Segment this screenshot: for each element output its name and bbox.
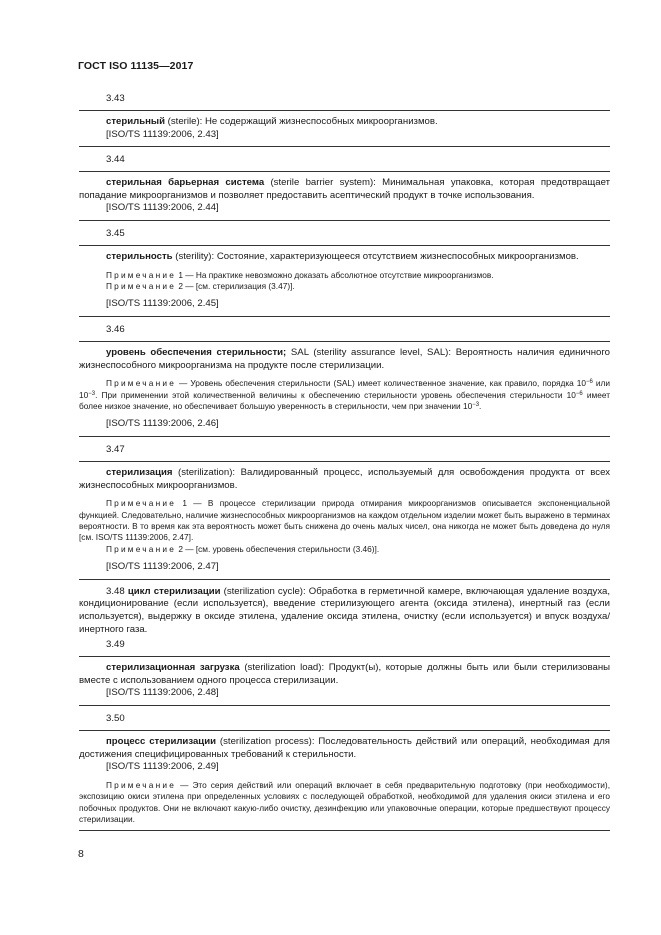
term-name: стерильный [106, 116, 166, 127]
term-definition: стерильность (sterility): Состояние, характеризующееся отсутствием жизнеспособных микроорганизмов. [106, 250, 579, 262]
entry-number: 3.45 [106, 227, 125, 239]
term-note: Примечание 1 — На практике невозможно доказать абсолютное отсутствие микроорганизмов. [106, 269, 494, 280]
note-label: Примечание [106, 498, 177, 509]
term-definition: уровень обеспечения стерильности; SAL (sterility assurance level, SAL): Вероятность наличия единичного жизнеспособного микроорганизма на продукте после стерилизации. [79, 346, 610, 371]
term-definition: процесс стерилизации (sterilization process): Последовательность действий или операций, необходимая для достижения специфицированных требований к стерильности. [79, 735, 610, 760]
term-name: цикл стерилизации [127, 585, 221, 597]
term-name: стерилизация [106, 466, 173, 478]
term-entry [79, 586, 610, 636]
term-name: стерильная барьерная система [106, 177, 265, 189]
term-reference: [ISO/TS 11139:2006, 2.44] [106, 202, 219, 214]
term-name: стерильность [106, 250, 173, 262]
term-definition: стерильный (sterile): Не содержащий жизнеспособных микроорганизмов. [106, 116, 438, 127]
entry-number: 3.43 [106, 93, 125, 104]
term-definition: стерилизационная загрузка (sterilization load): Продукт(ы), которые должны быть или были стерилизованы вместе с использованием одного процесса стерилизации. [79, 662, 611, 686]
term-definition: 3.48 цикл стерилизации (sterilization cycle): Обработка в герметичной камере, включающая удаление воздуха, кондиционирование (если используется), введение стерилизующего агента (оксида этилена), инертный газ (если используется), выдержку в оксиде этилена, удаление оксида этилена, очистку (если используется) и впуск воздуха/инертного газа. [79, 585, 611, 635]
entry-number: 3.46 [106, 323, 125, 335]
note-label: Примечание [106, 269, 177, 280]
term-name: процесс стерилизации [106, 735, 217, 747]
term-entry [79, 461, 610, 580]
note-label: Примечание [106, 280, 177, 291]
term-entry [79, 341, 610, 437]
term-entry [79, 171, 610, 221]
term-name: стерилизационная загрузка [106, 662, 240, 674]
page-number: 8 [78, 848, 84, 860]
term-entry [79, 730, 610, 831]
note-label: Примечание [106, 779, 177, 790]
entry-number: 3.49 [106, 639, 125, 651]
term-name: уровень обеспечения стерильности; [106, 346, 287, 358]
term-note: Примечание 2 — [см. уровень обеспечения стерильности (3.46)]. [106, 543, 380, 554]
term-reference: [ISO/TS 11139:2006, 2.43] [106, 128, 219, 140]
term-note: Примечание 1 — В процессе стерилизации природа отмирания микроорганизмов описывается экспоненциальной функцией. Следовательно, наличие жизнеспособных микроорганизмов на каждом отдельном изделии может быть выражено в терминах вероятности. В то время как эта вероятность может быть снижена до очень малых чисел, она никогда не может быть доведена до нуля [см. ISO/TS 11139:2006, 2.47]. [79, 498, 610, 543]
document-header: ГОСТ ISO 11135—2017 [78, 60, 194, 72]
term-reference: [ISO/TS 11139:2006, 2.48] [106, 687, 219, 699]
term-reference: [ISO/TS 11139:2006, 2.49] [106, 761, 219, 773]
term-reference: [ISO/TS 11139:2006, 2.45] [106, 298, 219, 310]
term-entry [79, 245, 610, 317]
note-label: Примечание [106, 378, 177, 389]
term-note: Примечание — Это серия действий или операций включает в себя предварительную подготовку (при необходимости), экспозицию окиси этилена при определенных условиях с последующей обработкой, необходимой для удаления окиси этилена и его побочных продуктов. Они не включают какую-либо очистку, дезинфекцию или упаковочные операции, которые предшествуют процессу стерилизации. [79, 779, 610, 824]
note-label: Примечание [106, 543, 177, 554]
term-note: Примечание 2 — [см. стерилизация (3.47)]. [106, 280, 295, 291]
term-entry [79, 110, 610, 147]
term-definition: стерилизация (sterilization): Валидированный процесс, используемый для освобождения продукта от всех жизнеспособных микроорганизмов. [79, 466, 610, 491]
entry-number: 3.47 [106, 443, 125, 455]
entry-number: 3.50 [106, 712, 125, 724]
term-note: Примечание — Уровень обеспечения стерильности (SAL) имеет количественное значение, как правило, порядка $10^{-6}$ или $10^{-3}$. При применении этой количественной величины к обеспечению стерильности уровень обеспечения стерильности $10^{-6}$ имеет более низкое значение, но обеспечивает большую уверенность в стерильности, чем при значении $10^{-3}$. [79, 378, 610, 411]
term-entry [79, 656, 610, 706]
entry-number: 3.48 [106, 585, 125, 597]
term-reference: [ISO/TS 11139:2006, 2.46] [106, 418, 219, 430]
entry-number: 3.44 [106, 154, 125, 166]
document-body [79, 92, 610, 837]
term-definition: стерильная барьерная система (sterile barrier system): Минимальная упаковка, которая предотвращает попадание микроорганизмов и позволяет предоставить асептический продукт в точке использования. [79, 177, 610, 201]
term-reference: [ISO/TS 11139:2006, 2.47] [106, 561, 219, 573]
